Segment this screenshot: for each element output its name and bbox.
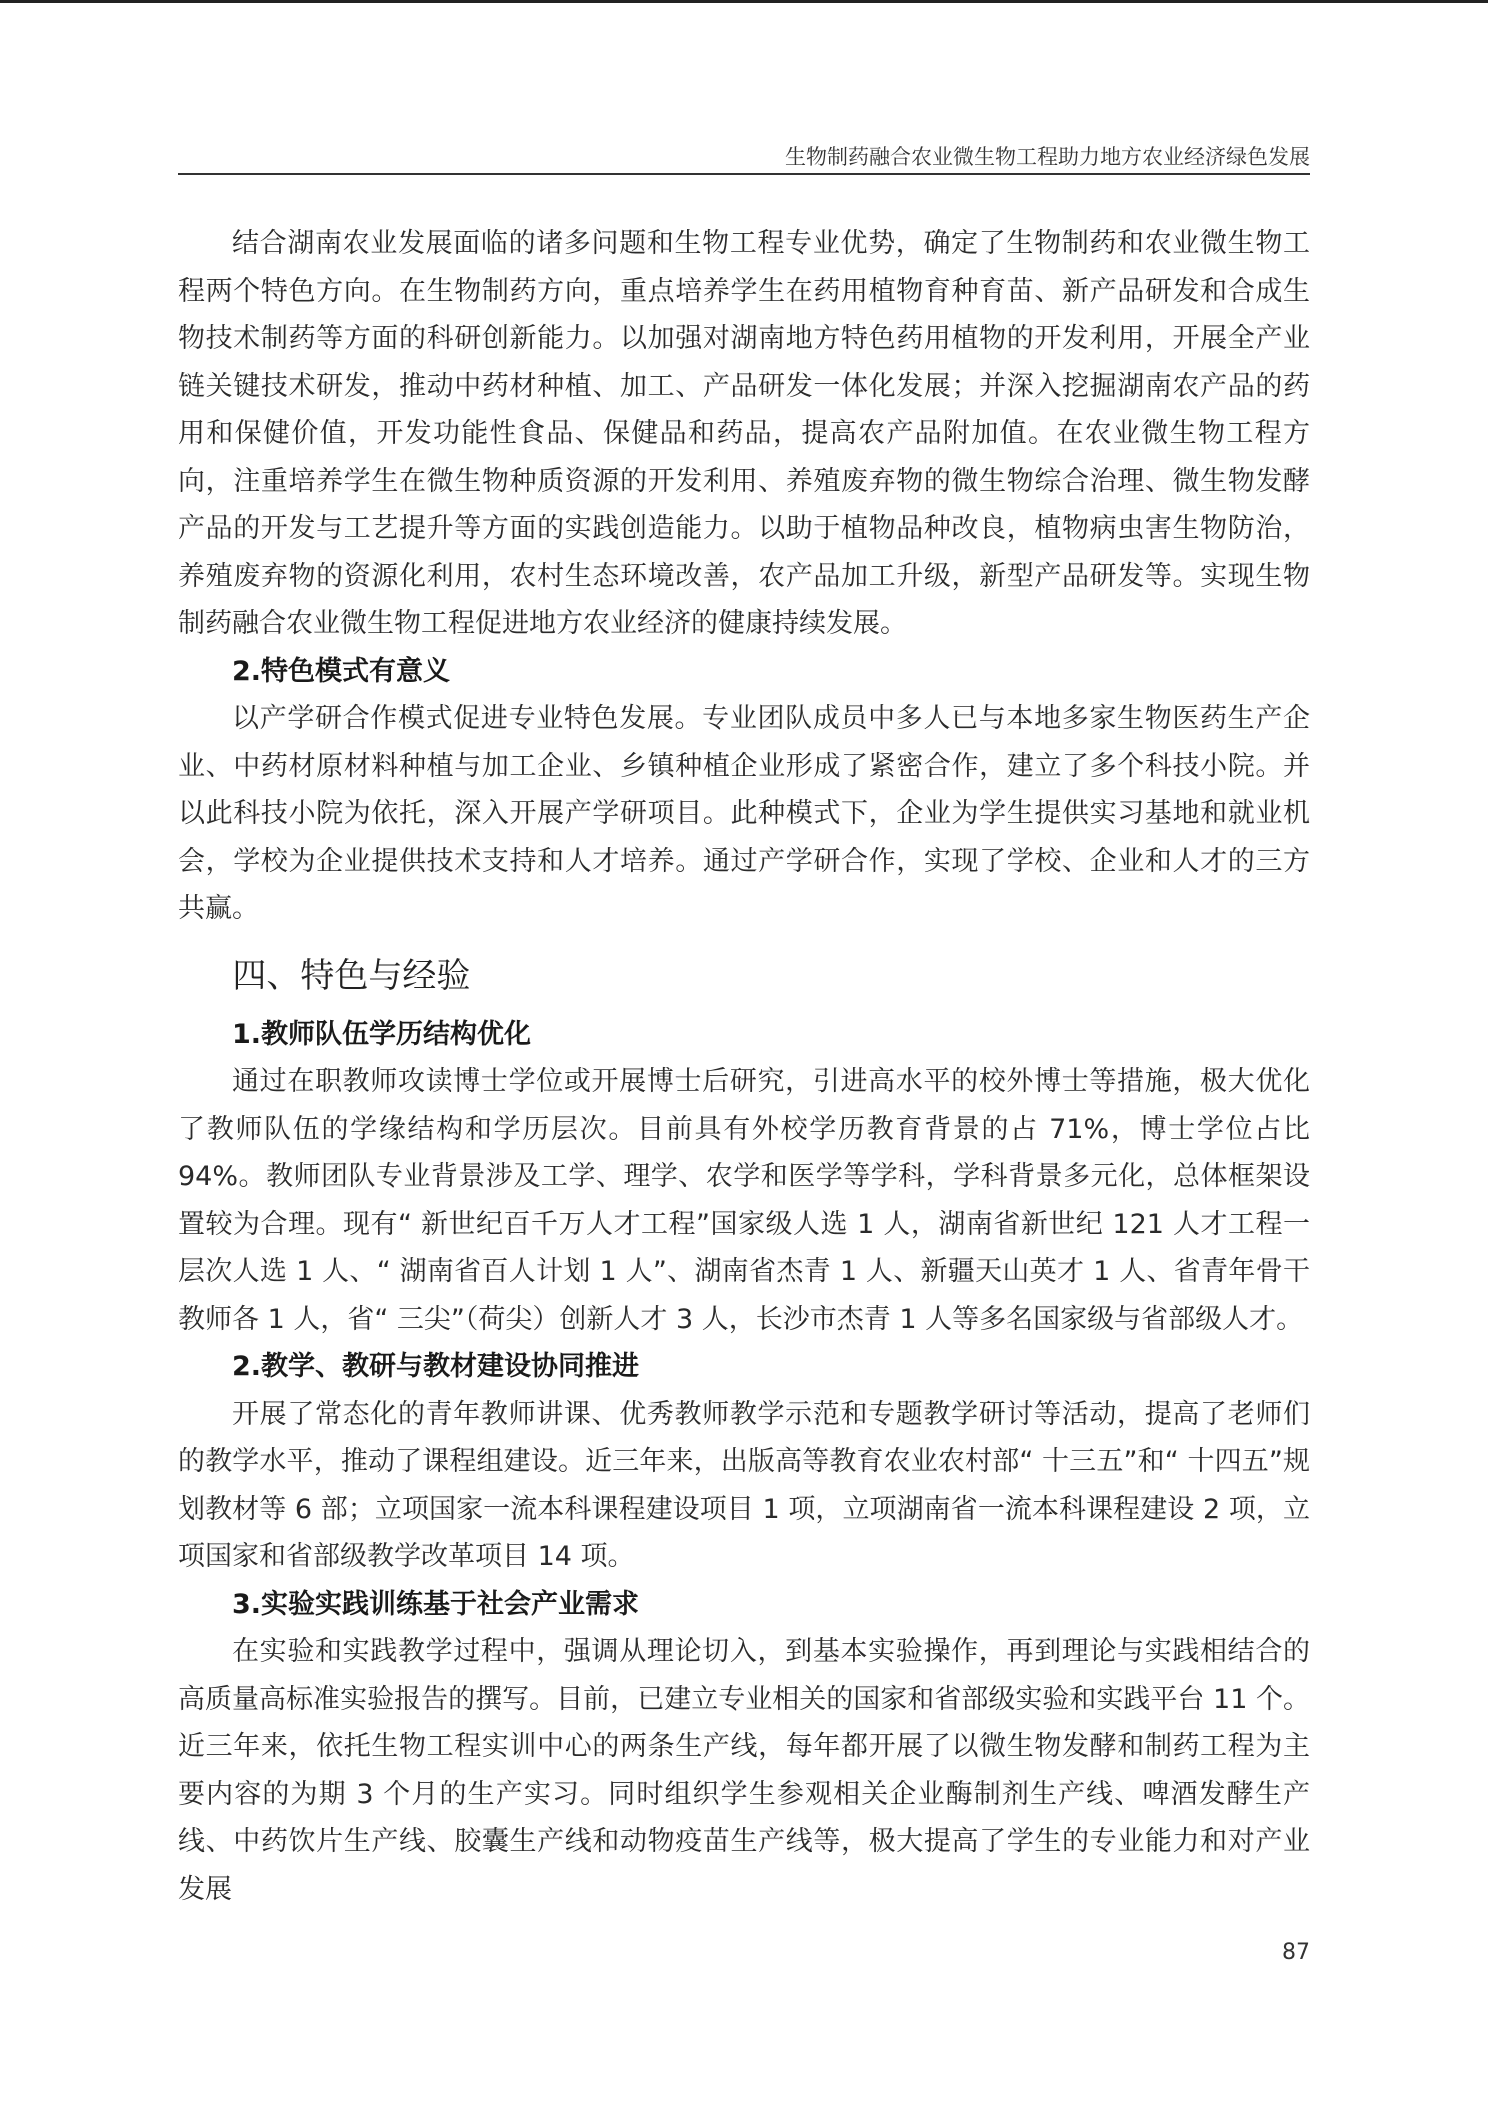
subheading-teaching: 2.教学、教研与教材建设协同推进 xyxy=(232,1351,640,1382)
paragraph-practice: 在实验和实践教学过程中，强调从理论切入，到基本实验操作，再到理论与实践相结合的高质量高标准实验报告的撰写。目前，已建立专业相关的国家和省部级实验和实践平台 11 个。近三年来，依托生物工程实训中心的两条生产线，每年都开展了以微生物发酵和制药工程为主要内容的为期 3 个月的生产实习。同时组织学生参观相关企业酶制剂生产线、啤酒发酵生产线、中药饮片生产线、胶囊生产线和动物疫苗生产线等，极大提高了学生的专业能力和对产业发展 xyxy=(178,1636,1310,1905)
subheading-practice: 3.实验实践训练基于社会产业需求 xyxy=(232,1588,640,1620)
subheading-teachers: 1.教师队伍学历结构优化 xyxy=(232,1018,532,1050)
running-header: 生物制药融合农业微生物工程助力地方农业经济绿色发展 xyxy=(785,145,1310,169)
page-number: 87 xyxy=(1282,1940,1310,1965)
subheading-model: 2.特色模式有意义 xyxy=(232,655,451,687)
page-top-border xyxy=(0,0,1488,3)
paragraph-cooperation: 以产学研合作模式促进专业特色发展。专业团队成员中多人已与本地多家生物医药生产企业、中药材原材料种植与加工企业、乡镇种植企业形成了紧密合作，建立了多个科技小院。并以此科技小院为依托，深入开展产学研项目。此种模式下，企业为学生提供实习基地和就业机会，学校为企业提供技术支持和人才培养。通过产学研合作，实现了学校、企业和人才的三方共赢。 xyxy=(178,703,1310,924)
paragraph-teaching: 开展了常态化的青年教师讲课、优秀教师教学示范和专题教学研讨等活动，提高了老师们的教学水平，推动了课程组建设。近三年来，出版高等教育农业农村部“ 十三五”和“ 十四五”规划教材等 6 部；立项国家一流本科课程建设项目 1 项，立项湖南省一流本科课程建设 2 项，立项国家和省部级教学改革项目 14 项。 xyxy=(178,1398,1310,1572)
document-body xyxy=(178,220,1310,1913)
header-rule xyxy=(178,173,1310,175)
paragraph-directions: 结合湖南农业发展面临的诸多问题和生物工程专业优势，确定了生物制药和农业微生物工程两个特色方向。在生物制药方向，重点培养学生在药用植物育种育苗、新产品研发和合成生物技术制药等方面的科研创新能力。以加强对湖南地方特色药用植物的开发利用，开展全产业链关键技术研发，推动中药材种植、加工、产品研发一体化发展；并深入挖掘湖南农产品的药用和保健价值，开发功能性食品、保健品和药品，提高农产品附加值。在农业微生物工程方向，注重培养学生在微生物种质资源的开发利用、养殖废弃物的微生物综合治理、微生物发酵产品的开发与工艺提升等方面的实践创造能力。以助于植物品种改良，植物病虫害生物防治，养殖废弃物的资源化利用，农村生态环境改善，农产品加工升级，新型产品研发等。实现生物制药融合农业微生物工程促进地方农业经济的健康持续发展。 xyxy=(178,228,1310,639)
section-heading-features: 四、特色与经验 xyxy=(232,955,471,996)
paragraph-teachers: 通过在职教师攻读博士学位或开展博士后研究，引进高水平的校外博士等措施，极大优化了教师队伍的学缘结构和学历层次。目前具有外校学历教育背景的占 71%，博士学位占比 94%。教师团队专业背景涉及工学、理学、农学和医学等学科，学科背景多元化，总体框架设置较为合理。现有“ 新世纪百千万人才工程”国家级人选 1 人，湖南省新世纪 121 人才工程一层次人选 1 人、“ 湖南省百人计划 1 人”、湖南省杰青 1 人、新疆天山英才 1 人、省青年骨干教师各 1 人，省“ 三尖”（荷尖）创新人才 3 人，长沙市杰青 1 人等多名国家级与省部级人才。 xyxy=(178,1066,1310,1335)
